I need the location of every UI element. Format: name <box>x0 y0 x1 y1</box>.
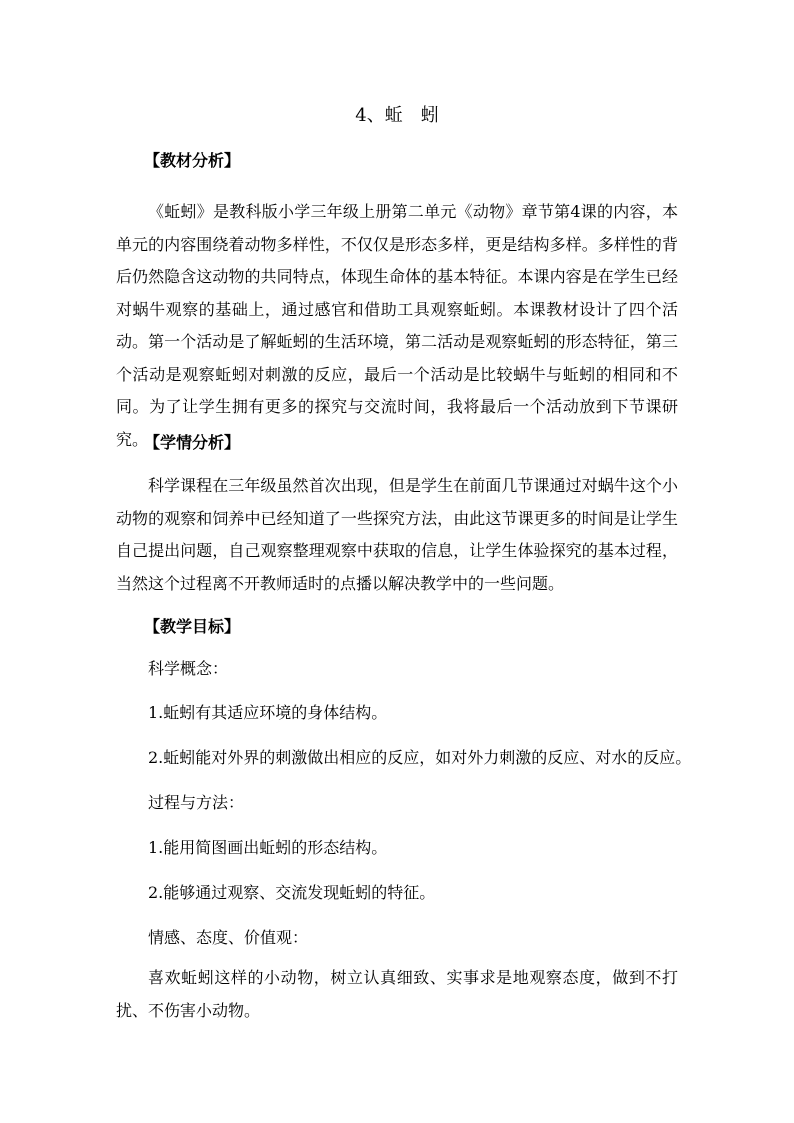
concept-item-1: 1.蚯蚓有其适应环境的身体结构。 <box>148 703 388 722</box>
attitude-label: 情感、态度、价值观： <box>148 928 309 947</box>
process-label: 过程与方法： <box>148 793 245 812</box>
material-analysis-text: 《蚯蚓》是教科版小学三年级上册第二单元《动物》章节第4课的内容，本单元的内容围绕着动物多样性，不仅仅是形态多样，更是结构多样。多样性的背后仍然隐含这动物的共同特点，体现生命体的基本特征。本课内容是在学生已经对蜗牛观察的基础上，通过感官和借助工具观察蚯蚓。本课教材设计了四个活动。第一个活动是了解蚯蚓的生活环境，第二活动是观察蚯蚓的形态特征，第三个活动是观察蚯蚓对刺激的反应，最后一个活动是比较蜗牛与蚯蚓的相同和不同。为了让学生拥有更多的探究与交流时间，我将最后一个活动放到下节课研究。 <box>116 202 678 449</box>
process-item-1: 1.能用简图画出蚯蚓的形态结构。 <box>148 838 388 857</box>
student-analysis-text: 科学课程在三年级虽然首次出现，但是学生在前面几节课通过对蜗牛这个小动物的观察和饲养中已经知道了一些探究方法，由此这节课更多的时间是让学生自己提出问题，自己观察整理观察中获取的信息，让学生体验探究的基本过程，当然这个过程离不开教师适时的点播以解决教学中的一些问题。 <box>116 476 678 593</box>
student-analysis-heading: 【学情分析】 <box>144 433 241 452</box>
teaching-goals-heading: 【教学目标】 <box>144 617 241 636</box>
attitude-text: 喜欢蚯蚓这样的小动物，树立认真细致、实事求是地观察态度，做到不打扰、不伤害小动物。 <box>116 968 678 1020</box>
concept-label: 科学概念： <box>148 659 229 678</box>
material-analysis-heading: 【教材分析】 <box>144 151 241 170</box>
concept-item-2: 2.蚯蚓能对外界的刺激做出相应的反应，如对外力刺激的反应、对水的反应。 <box>148 748 692 767</box>
process-item-2: 2.能够通过观察、交流发现蚯蚓的特征。 <box>148 883 436 902</box>
lesson-title: 4、蚯 蚓 <box>355 105 439 126</box>
